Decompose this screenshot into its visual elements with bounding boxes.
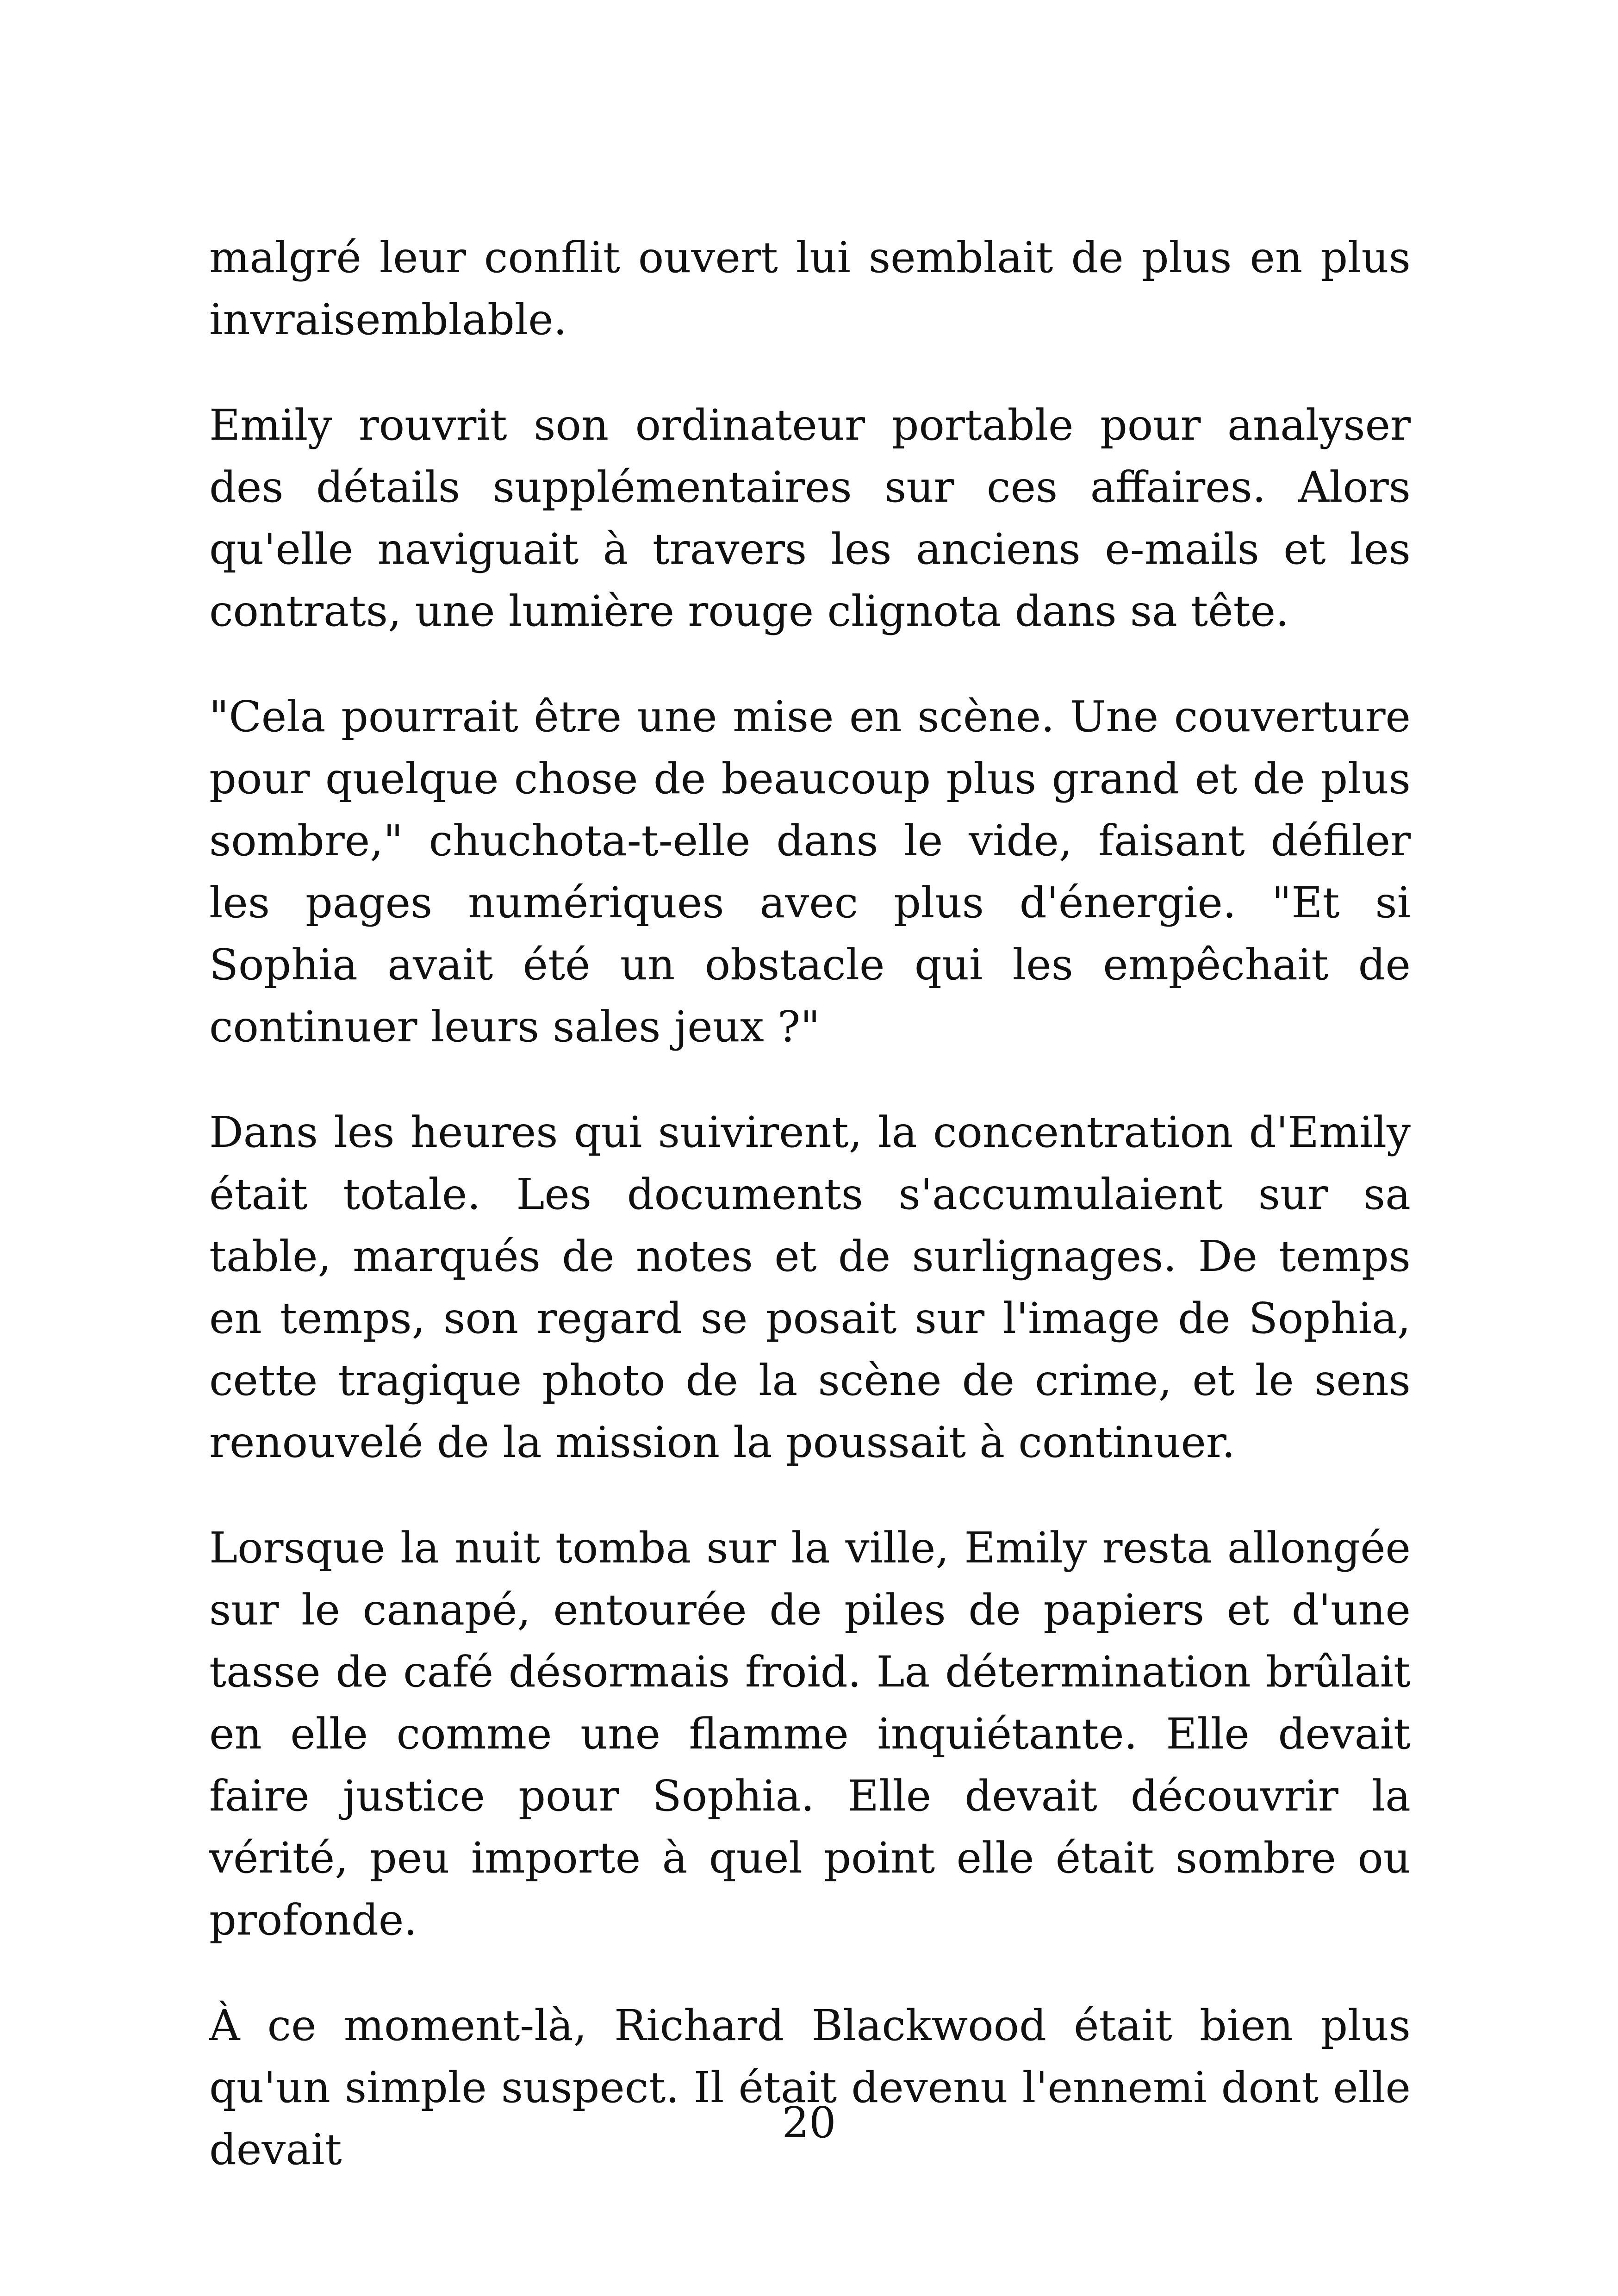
page-number: 20 (782, 2098, 836, 2147)
paragraph-5: Lorsque la nuit tomba sur la ville, Emily resta allongée sur le canapé, entourée de piles de papiers et d'une tasse de café désormais froid. La détermination brûlait en elle comme une flamme inquiétante. Elle devait faire justice pour Sophia. Elle devait découvrir la vérité, peu importe à quel point elle était sombre ou profonde. (209, 1523, 1411, 1945)
paragraph-4: Dans les heures qui suivirent, la concentration d'Emily était totale. Les documents s'accumulaient sur sa table, marqués de notes et de surlignages. De temps en temps, son regard se posait sur l'image de Sophia, cette tragique photo de la scène de crime, et le sens renouvelé de la mission la poussait à continuer. (209, 1108, 1411, 1467)
paragraph-1: malgré leur conflit ouvert lui semblait de plus en plus invraisemblable. (209, 233, 1411, 344)
paragraph-2: Emily rouvrit son ordinateur portable pour analyser des détails supplémentaires sur ces affaires. Alors qu'elle naviguait à travers les anciens e-mails et les contrats, une lumière rouge clignota dans sa tête. (209, 400, 1411, 636)
page-body (209, 227, 1411, 2181)
paragraph-3: "Cela pourrait être une mise en scène. Une couverture pour quelque chose de beaucoup plus grand et de plus sombre," chuchota-t-elle dans le vide, faisant défiler les pages numériques avec plus d'énergie. "Et si Sophia avait été un obstacle qui les empêchait de continuer leurs sales jeux ?" (209, 692, 1411, 1052)
paragraph-6: À ce moment-là, Richard Blackwood était bien plus qu'un simple suspect. Il était devenu l'ennemi dont elle devait (209, 2001, 1411, 2174)
